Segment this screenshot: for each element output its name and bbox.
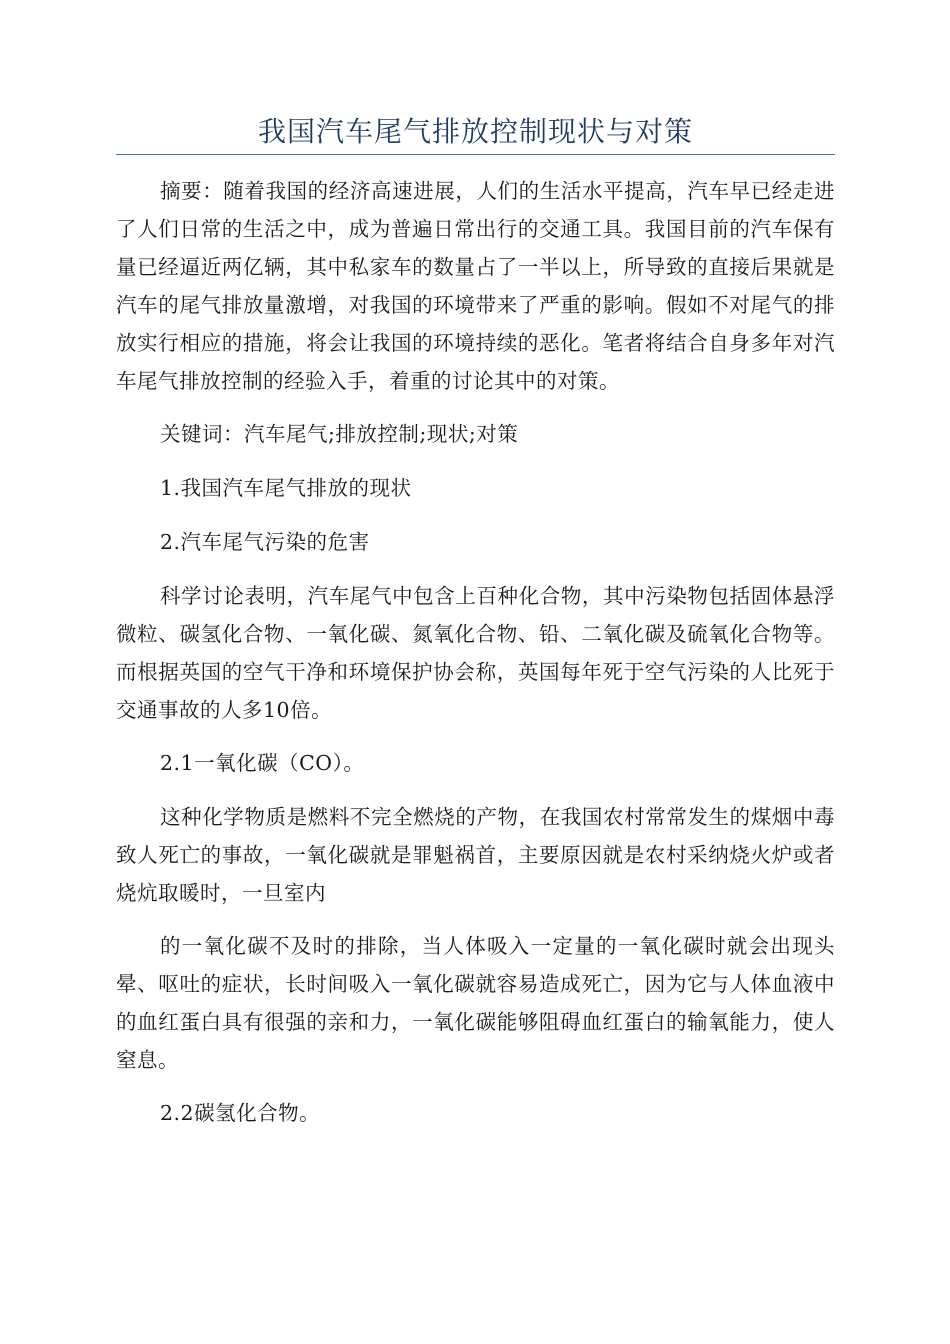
body-paragraph: 的一氧化碳不及时的排除，当人体吸入一定量的一氧化碳时就会出现头晕、呕吐的症状，长时间吸入一氧化碳就容易造成死亡，因为它与人体血液中的血红蛋白具有很强的亲和力，一氧化碳能够阻碍血红蛋白的输氧能力，使人窒息。 xyxy=(116,934,835,1072)
body-paragraph: 科学讨论表明，汽车尾气中包含上百种化合物，其中污染物包括固体悬浮微粒、碳氢化合物、一氧化碳、氮氧化合物、铅、二氧化碳及硫氧化合物等。而根据英国的空气干净和环境保护协会称，英国每年死于空气污染的人比死于交通事故的人多10倍。 xyxy=(116,584,835,722)
keywords-line: 关键词：汽车尾气;排放控制;现状;对策 xyxy=(160,422,519,446)
subsection-heading: 2.2碳氢化合物。 xyxy=(160,1101,321,1125)
abstract-paragraph: 摘要：随着我国的经济高速进展，人们的生活水平提高，汽车早已经走进了人们日常的生活之中，成为普遍日常出行的交通工具。我国目前的汽车保有量已经逼近两亿辆，其中私家车的数量占了一半以上，所导致的直接后果就是汽车的尾气排放量激增，对我国的环境带来了严重的影响。假如不对尾气的排放实行相应的措施，将会让我国的环境持续的恶化。笔者将结合自身多年对汽车尾气排放控制的经验入手，着重的讨论其中的对策。 xyxy=(116,179,835,393)
section-heading: 2.汽车尾气污染的危害 xyxy=(160,530,370,554)
subsection-heading: 2.1一氧化碳（CO）。 xyxy=(160,751,365,775)
document-body xyxy=(116,172,835,1148)
title-underline xyxy=(116,154,835,155)
document-title: 我国汽车尾气排放控制现状与对策 xyxy=(257,115,693,148)
section-heading: 1.我国汽车尾气排放的现状 xyxy=(160,476,412,500)
body-paragraph: 这种化学物质是燃料不完全燃烧的产物，在我国农村常常发生的煤烟中毒致人死亡的事故，一氧化碳就是罪魁祸首，主要原因就是农村采纳烧火炉或者烧炕取暖时，一旦室内 xyxy=(116,805,835,905)
